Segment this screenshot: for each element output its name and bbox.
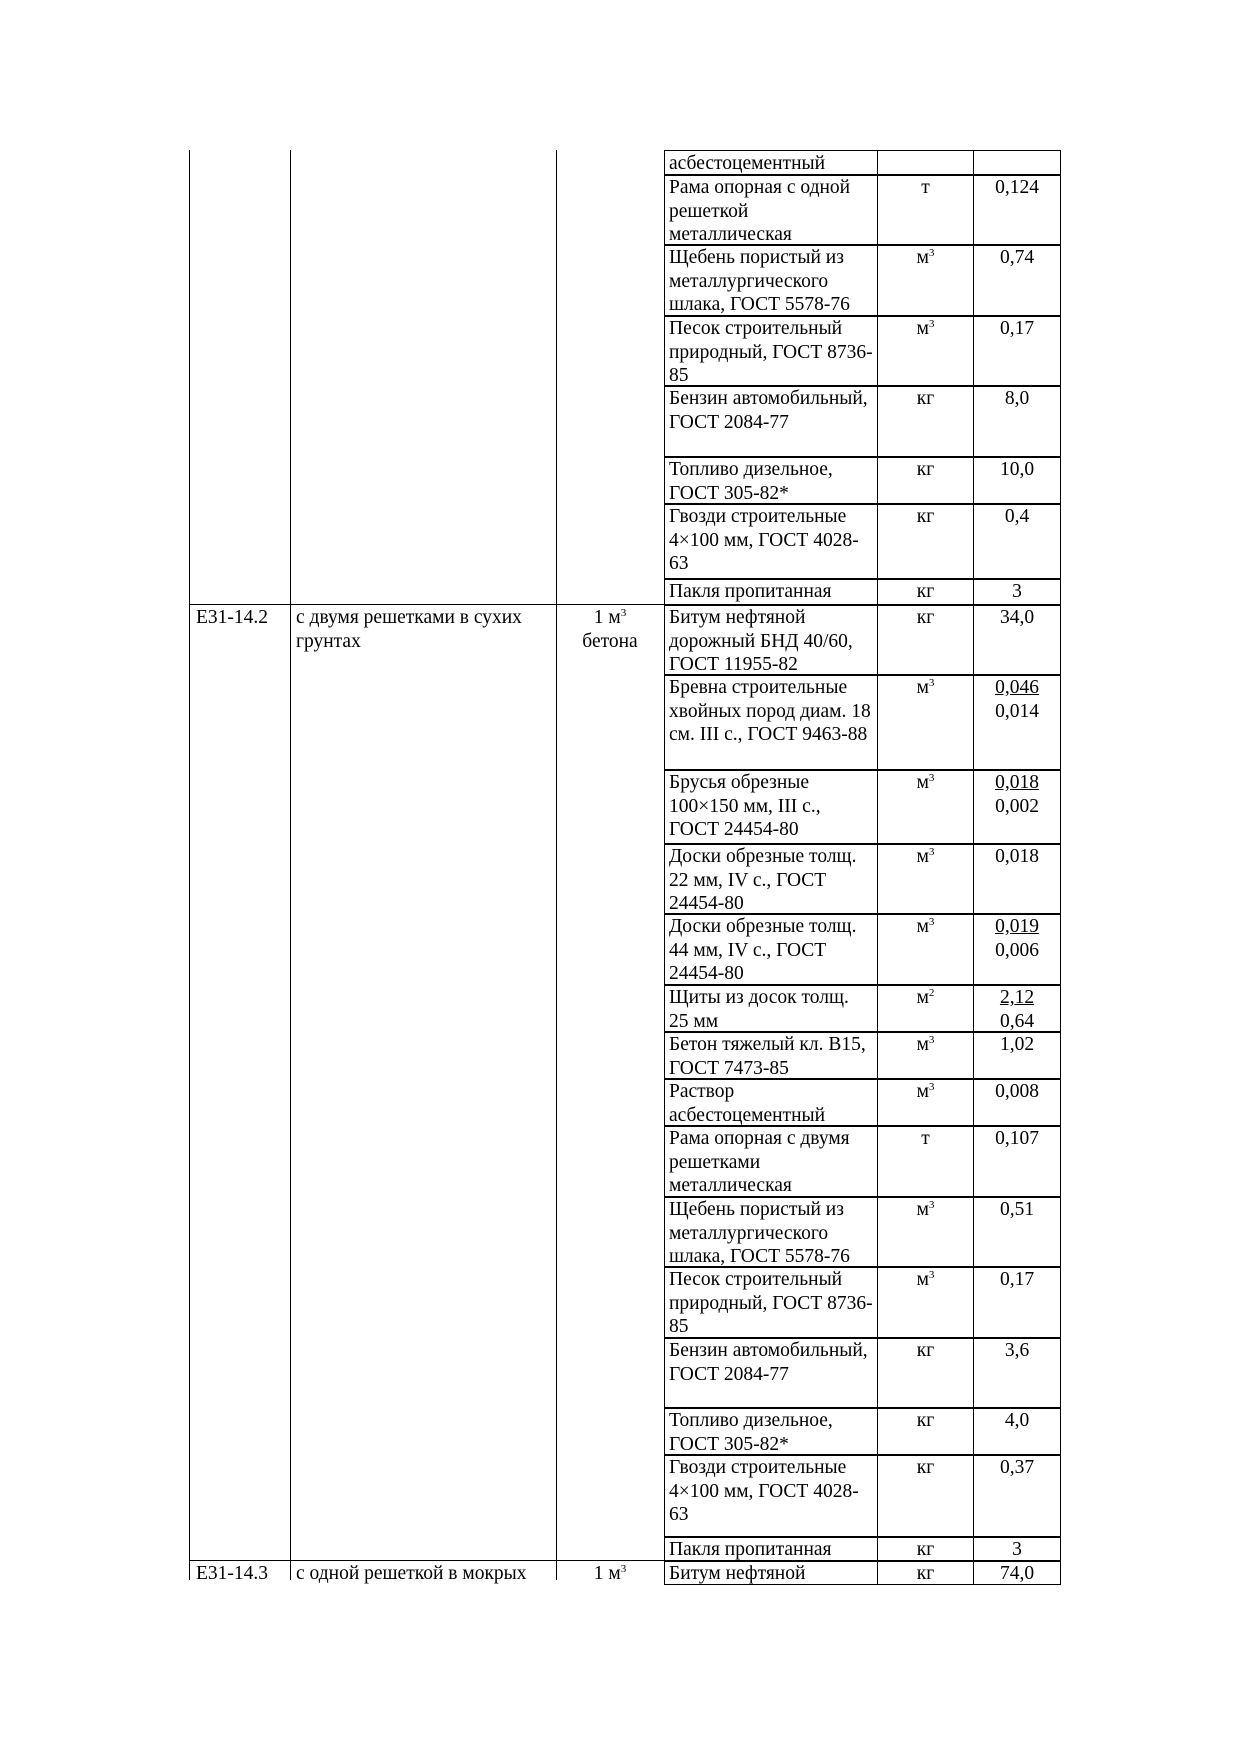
entry-code: Е31-14.2 [196,607,269,628]
quantity-value-secondary: 0,006 [995,939,1039,961]
material-quantity [974,316,1060,386]
table-row [664,1125,1061,1198]
unit-sup: 3 [928,846,935,858]
material-name: Топливо дизельное, ГОСТ 305-82* [665,1408,878,1455]
table-row [664,1407,1061,1456]
material-quantity [974,386,1060,457]
material-name: Топливо дизельное, ГОСТ 305-82* [665,457,878,504]
material-unit [878,914,974,985]
unit-sup: 3 [928,247,935,259]
table-row [664,244,1061,317]
unit-text: т [921,1128,930,1149]
unit-text: кг [916,581,935,602]
material-quantity [974,914,1060,985]
unit-text: м [916,318,929,339]
material-unit [878,605,974,675]
material-unit [878,1197,974,1267]
table-row [664,843,1061,915]
material-unit [878,675,974,770]
material-quantity [974,675,1060,770]
material-unit [878,1126,974,1197]
entry-description: с двумя решетками в сухих грунтах [296,607,522,652]
unit-text: м [916,987,929,1008]
material-quantity [974,245,1060,316]
unit-sup: 3 [928,1269,935,1281]
entry-code: Е31-14.3 [196,1563,269,1584]
measure-value: 1 м [593,1563,621,1584]
material-name: Рама опорная с двумя решетками металлическая [665,1126,878,1197]
measure-sup: 3 [620,1563,627,1575]
material-quantity [974,1561,1060,1584]
quantity-value: 3 [1012,581,1022,602]
quantity-value: 10,0 [999,459,1035,480]
quantity-value: 2,12 [999,987,1035,1008]
material-quantity [974,457,1060,504]
unit-sup: 3 [928,1081,935,1093]
unit-text: кг [916,459,935,480]
material-name: Бревна строительные хвойных пород диам. 18 см. III с., ГОСТ 9463-88 [665,675,878,770]
material-quantity [974,1079,1060,1126]
material-unit [878,1455,974,1537]
unit-sup: 3 [928,1034,935,1046]
quantity-value: 0,4 [1004,506,1030,527]
material-unit [878,457,974,504]
unit-text: м [916,1269,929,1290]
unit-text: кг [916,1563,935,1584]
material-unit [878,1408,974,1455]
quantity-value: 0,17 [999,318,1035,339]
quantity-value: 0,17 [999,1269,1035,1290]
table-row [664,604,1061,676]
quantity-value: 0,019 [995,916,1039,937]
material-unit [878,579,974,605]
table-row [664,385,1061,458]
measure-label: бетона [582,630,638,652]
unit-text: т [921,177,930,198]
material-unit [878,245,974,316]
material-quantity [974,770,1060,844]
material-name: Битум нефтяной дорожный БНД 40/60, ГОСТ 11955-82 [665,605,878,675]
material-name: Песок строительный природный, ГОСТ 8736-85 [665,316,878,386]
quantity-value: 3,6 [1004,1340,1030,1361]
material-quantity [974,175,1060,245]
quantity-value: 1,02 [999,1034,1035,1055]
unit-text: м [916,247,929,268]
table-border-desc-measure [556,150,557,1580]
unit-text: кг [916,388,935,409]
material-quantity [974,504,1060,579]
unit-text: кг [916,506,935,527]
material-name: Щиты из досок толщ. 25 мм [665,985,878,1032]
material-name: Гвозди строительные 4×100 мм, ГОСТ 4028-63 [665,504,878,579]
material-quantity [974,605,1060,675]
quantity-value: 0,124 [995,177,1039,198]
material-quantity [974,1032,1060,1079]
material-name: Бетон тяжелый кл. В15, ГОСТ 7473-85 [665,1032,878,1079]
material-unit [878,844,974,914]
material-unit [878,770,974,844]
material-unit [878,504,974,579]
material-name: Раствор асбестоцементный [665,1079,878,1126]
material-name: Доски обрезные толщ. 22 мм, IV с., ГОСТ 24454-80 [665,844,878,914]
unit-text: кг [916,607,935,628]
material-unit [878,386,974,457]
material-quantity [974,1267,1060,1338]
table-row [664,1536,1061,1562]
table-row [664,984,1061,1033]
entry-separator [189,1560,664,1561]
table-row [664,1078,1061,1127]
material-quantity [974,1455,1060,1537]
unit-text: м [916,1034,929,1055]
quantity-value: 0,107 [995,1128,1039,1149]
unit-text: м [916,677,929,698]
material-unit [878,1537,974,1561]
quantity-value: 0,37 [999,1457,1035,1478]
material-unit [878,1032,974,1079]
material-unit [878,1267,974,1338]
material-unit [878,151,974,175]
material-unit [878,1561,974,1584]
material-name: асбестоцементный [665,151,878,175]
material-name: Гвозди строительные 4×100 мм, ГОСТ 4028-63 [665,1455,878,1537]
material-unit [878,1079,974,1126]
unit-sup: 3 [928,677,935,689]
material-name: Бензин автомобильный, ГОСТ 2084-77 [665,386,878,457]
material-quantity [974,1197,1060,1267]
unit-text: кг [916,1457,935,1478]
material-quantity [974,1126,1060,1197]
table-row [664,1337,1061,1409]
unit-sup: 3 [928,772,935,784]
material-name: Рама опорная с одной решеткой металлическая [665,175,878,245]
table-border-code-desc [290,150,291,1580]
material-name: Битум нефтяной [665,1561,878,1584]
unit-text: м [916,772,929,793]
material-name: Щебень пористый из металлургического шлака, ГОСТ 5578-76 [665,245,878,316]
entry-description: с одной решеткой в мокрых [296,1563,527,1584]
material-name: Щебень пористый из металлургического шлака, ГОСТ 5578-76 [665,1197,878,1267]
material-quantity [974,1537,1060,1561]
unit-sup: 2 [928,987,935,999]
unit-text: м [916,846,929,867]
table-row [664,1266,1061,1339]
unit-text: кг [916,1539,935,1560]
measure-sup: 3 [620,607,627,619]
material-unit [878,985,974,1032]
quantity-value: 3 [1012,1539,1022,1560]
quantity-value: 74,0 [999,1563,1035,1584]
material-unit [878,175,974,245]
material-name: Брусья обрезные 100×150 мм, III с., ГОСТ 24454-80 [665,770,878,844]
table-row [664,1196,1061,1268]
material-name: Доски обрезные толщ. 44 мм, IV с., ГОСТ 24454-80 [665,914,878,985]
material-quantity [974,844,1060,914]
table-row [664,456,1061,505]
table-row [664,769,1061,845]
unit-sup: 3 [928,916,935,928]
quantity-value: 0,018 [995,772,1039,793]
table-row [664,674,1061,771]
entry-separator [189,604,664,605]
table-row [664,578,1061,606]
material-name: Песок строительный природный, ГОСТ 8736-85 [665,1267,878,1338]
unit-sup: 3 [928,318,935,330]
material-name: Пакля пропитанная [665,1537,878,1561]
quantity-value: 0,046 [995,677,1039,698]
quantity-value: 0,74 [999,247,1035,268]
table-row [664,174,1061,246]
material-quantity [974,1338,1060,1408]
table-row [664,1454,1061,1538]
quantity-value: 0,008 [995,1081,1039,1102]
table-row [664,1560,1061,1585]
quantity-value: 34,0 [999,607,1035,628]
material-quantity [974,151,1060,175]
quantity-value-secondary: 0,014 [995,700,1039,722]
material-quantity [974,1408,1060,1455]
entry-measure [558,606,662,653]
quantity-value: 0,51 [999,1199,1035,1220]
table-row [664,315,1061,387]
entry-measure [558,1562,662,1586]
material-unit [878,1338,974,1408]
unit-text: кг [916,1410,935,1431]
quantity-value: 8,0 [1004,388,1030,409]
unit-text: м [916,1199,929,1220]
table-row [664,150,1061,176]
material-name: Бензин автомобильный, ГОСТ 2084-77 [665,1338,878,1408]
quantity-value: 4,0 [1004,1410,1030,1431]
table-row [664,1031,1061,1080]
unit-text: кг [916,1340,935,1361]
material-name: Пакля пропитанная [665,579,878,605]
table-row [664,913,1061,986]
table-border-left [189,150,190,1580]
quantity-value-secondary: 0,002 [995,795,1039,817]
unit-text: м [916,1081,929,1102]
material-quantity [974,985,1060,1032]
material-unit [878,316,974,386]
quantity-value: 0,018 [995,846,1039,867]
measure-value: 1 м [593,607,621,628]
material-quantity [974,579,1060,605]
unit-sup: 3 [928,1199,935,1211]
table-row [664,503,1061,580]
quantity-value-secondary: 0,64 [999,1010,1035,1032]
unit-text: м [916,916,929,937]
